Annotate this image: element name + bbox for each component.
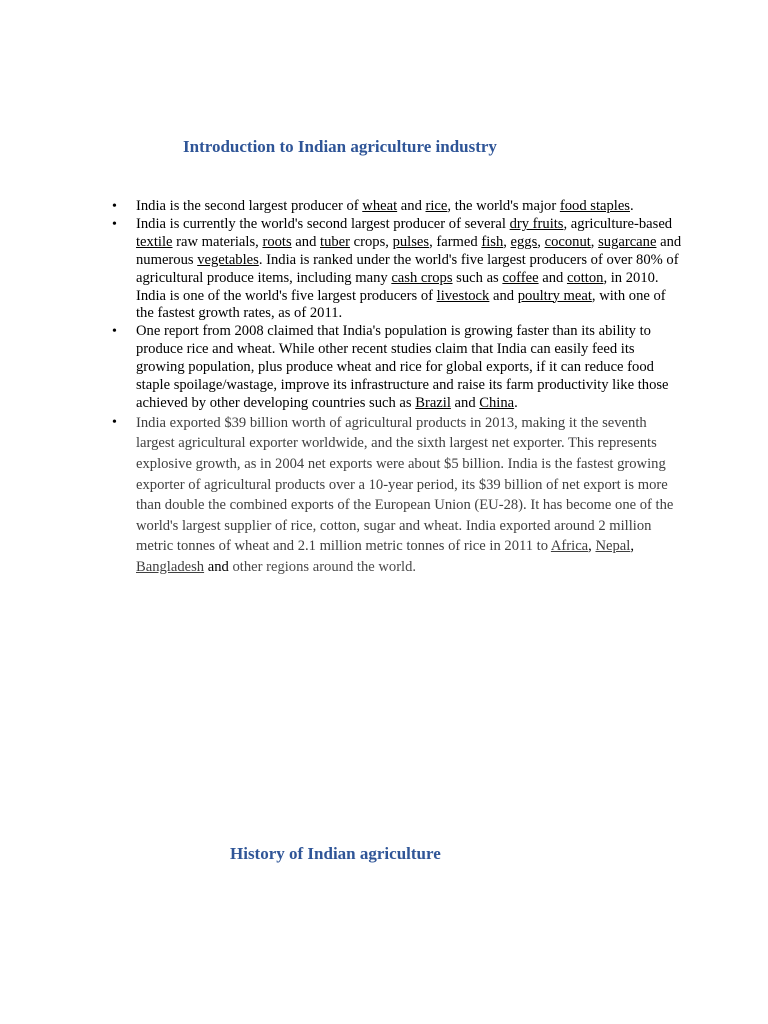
link-bangladesh[interactable]: Bangladesh [136, 559, 205, 576]
text-run: India is currently the world's second largest producer of several [136, 215, 510, 232]
link-africa[interactable]: Africa [550, 538, 589, 555]
text-run: such as [452, 269, 503, 286]
text-run: , [630, 538, 634, 555]
text-run: , [537, 233, 545, 250]
text-run: , agriculture-based [563, 215, 673, 232]
text-run: raw materials, [172, 233, 263, 250]
link-brazil[interactable]: Brazil [415, 394, 451, 411]
link-roots[interactable]: roots [262, 233, 292, 250]
link-tuber[interactable]: tuber [320, 233, 351, 250]
text-run: One report from 2008 claimed that India's population is growing faster than its ability to produce rice and wheat. While other recent studies claim that India can easily feed its growing population, plus produce wheat and rice for global exports, if it can reduce food staple spoilage/wastage, improve its infrastructure and raise its farm productivity like those achieved by other developing countries such as [136, 323, 669, 411]
link-poultry-meat[interactable]: poultry meat [517, 287, 592, 304]
text-run: , the world's major [447, 198, 560, 214]
link-nepal[interactable]: Nepal [595, 538, 631, 555]
text-run: , [590, 233, 599, 250]
bullet-item-3 [136, 323, 684, 413]
link-wheat[interactable]: wheat [362, 198, 398, 214]
link-pulses[interactable]: pulses [392, 233, 430, 250]
bullet-item-4 [136, 413, 684, 578]
text-run: and [397, 198, 426, 214]
link-coffee[interactable]: coffee [502, 269, 539, 286]
link-rice[interactable]: rice [425, 198, 448, 214]
link-textile[interactable]: textile [136, 233, 173, 250]
text-run: , [588, 538, 596, 555]
text-run: and numerous [136, 233, 682, 268]
text-run: . [514, 394, 518, 411]
text-run: crops, [350, 233, 393, 250]
bullet-item-1 [136, 198, 684, 216]
link-food-staples[interactable]: food staples [559, 198, 630, 214]
link-dry-fruits[interactable]: dry fruits [509, 215, 564, 232]
text-run: and [489, 287, 518, 304]
heading-history: History of Indian agriculture [230, 844, 441, 863]
text-run: , with one of the fastest growth rates, as of 2011. [136, 287, 666, 322]
link-fish[interactable]: fish [481, 233, 504, 250]
link-coconut[interactable]: coconut [544, 233, 591, 250]
link-eggs[interactable]: eggs [510, 233, 538, 250]
text-run: and [538, 269, 567, 286]
bullet-item-2 [136, 216, 684, 323]
text-run: , farmed [429, 233, 482, 250]
text-run: and [291, 233, 321, 250]
heading-introduction: Introduction to Indian agriculture industry [183, 137, 497, 156]
text-run: India is the second largest producer of [136, 198, 363, 214]
bullet-list [136, 198, 684, 578]
text-run: and [450, 394, 480, 411]
text-run: and [204, 559, 233, 576]
link-sugarcane[interactable]: sugarcane [598, 233, 657, 250]
link-cotton[interactable]: cotton [566, 269, 604, 286]
text-run: other regions around the world [232, 559, 413, 576]
link-vegetables[interactable]: vegetables [197, 251, 259, 268]
text-run: , in 2010. India is one of the world's five largest producers of [136, 269, 659, 304]
text-run: . India is ranked under the world's five largest producers of over 80% of agricultural produce items, including many [136, 251, 679, 286]
text-run: . [412, 559, 417, 576]
text-run: , [503, 233, 511, 250]
link-livestock[interactable]: livestock [436, 287, 490, 304]
link-china[interactable]: China [479, 394, 515, 411]
text-run: India exported $39 billion worth of agricultural products in 2013, making it the seventh largest agricultural exporter worldwide, and the sixth largest net exporter. This represents explosive growth, as in 2004 net exports were about $5 billion. India is the fastest growing exporter of agricultural products over a 10-year period, its $39 billion of net export is more than double the combined exports of the European Union (EU-28). It has become one of the world's largest supplier of rice, cotton, sugar and wheat. India exported around 2 million metric tonnes of wheat and 2.1 million metric tonnes of rice in 2011 to [136, 414, 674, 555]
link-cash-crops[interactable]: cash crops [391, 269, 453, 286]
text-run: . [629, 198, 634, 214]
